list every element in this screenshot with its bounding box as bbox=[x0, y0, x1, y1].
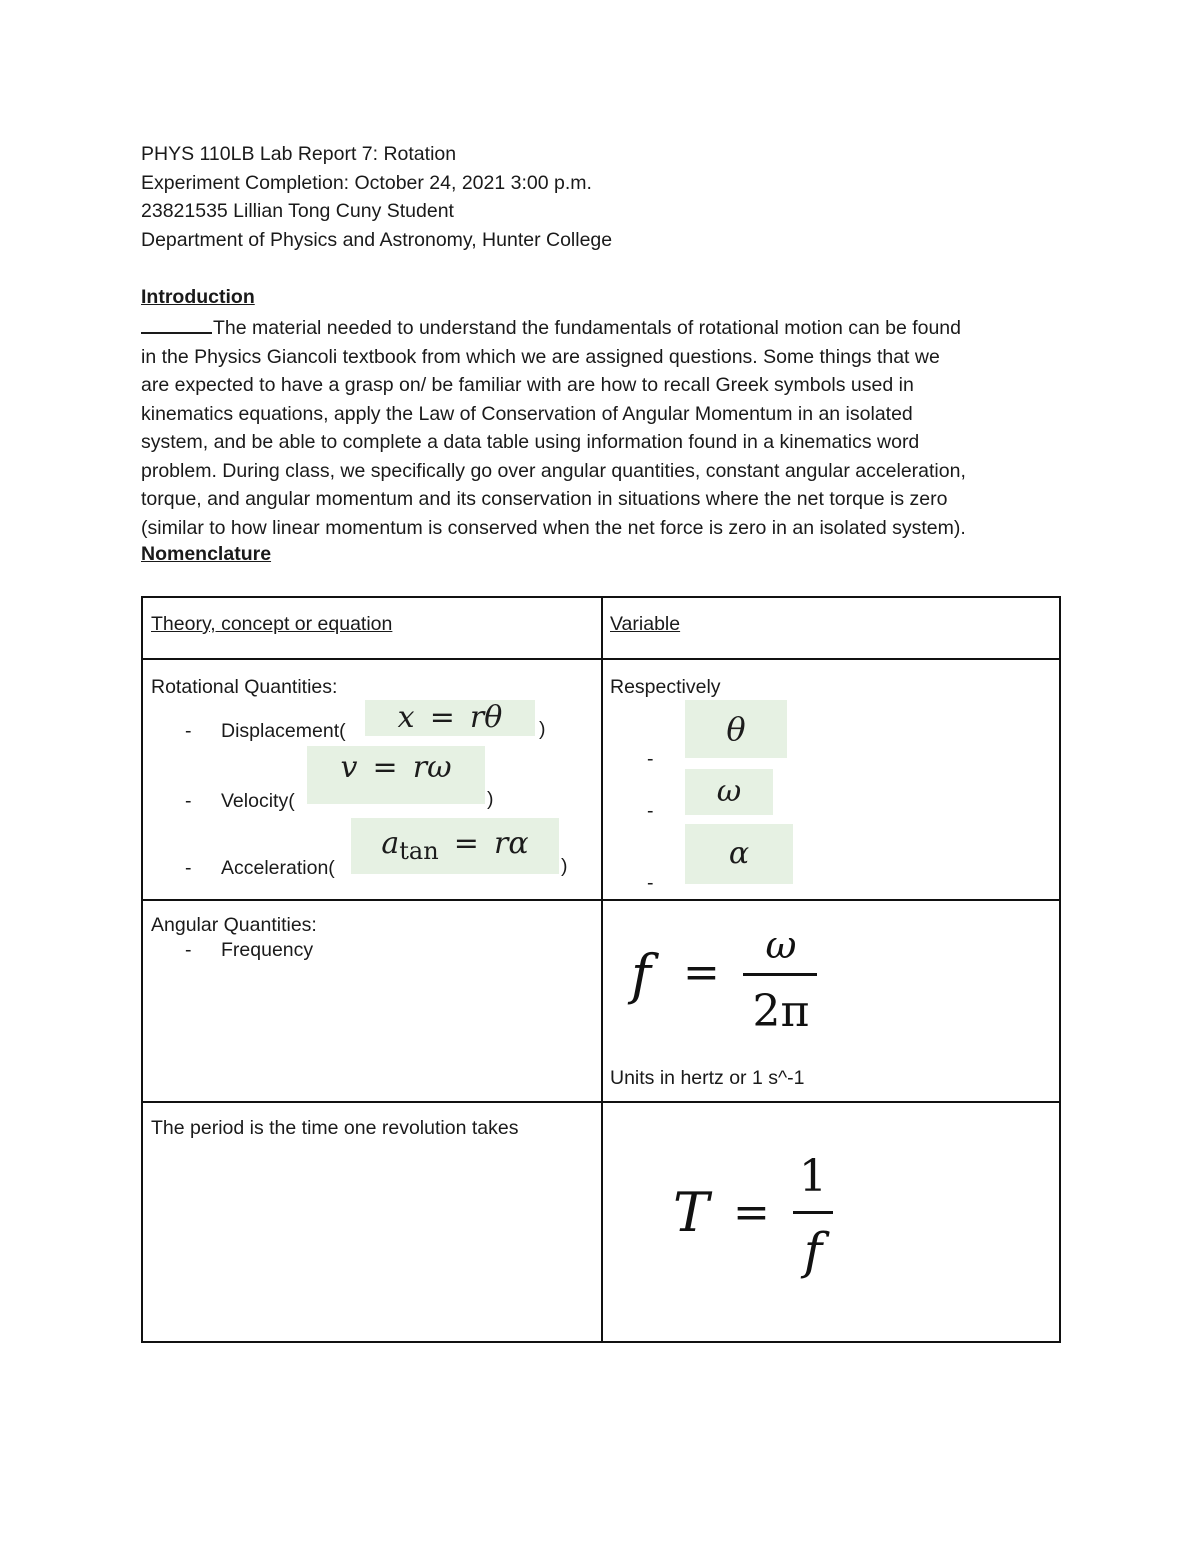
theta-symbol-box bbox=[685, 700, 787, 758]
table-header-row bbox=[142, 597, 1060, 659]
displacement-label: Displacement( bbox=[221, 720, 346, 742]
intro-line: are expected to have a grasp on/ be familiar with are how to recall Greek symbols used in bbox=[141, 374, 914, 396]
dash-bullet: - bbox=[185, 857, 192, 879]
fraction-bar bbox=[743, 973, 817, 976]
formula-part: rθ bbox=[469, 700, 503, 735]
dash-bullet: - bbox=[185, 720, 192, 742]
respectively-label: Respectively bbox=[610, 676, 721, 698]
velocity-formula bbox=[307, 746, 485, 804]
frequency-denominator: 2π bbox=[752, 986, 810, 1037]
dash-bullet: - bbox=[185, 790, 192, 812]
intro-line: in the Physics Giancoli textbook from which we are assigned questions. Some things that we bbox=[141, 345, 940, 368]
period-lhs: T bbox=[673, 1181, 710, 1244]
frequency-numerator: ω bbox=[765, 923, 797, 967]
alpha-symbol-box bbox=[685, 824, 793, 884]
velocity-label: Velocity( bbox=[221, 790, 295, 812]
frequency-equals: = bbox=[683, 947, 720, 998]
table-row bbox=[142, 900, 1060, 1102]
doc-title: PHYS 110LB Lab Report 7: Rotation bbox=[141, 143, 457, 165]
list-item bbox=[185, 938, 313, 962]
table-cell bbox=[142, 1102, 602, 1342]
col-header-variable: Variable bbox=[610, 613, 681, 635]
dash-bullet: - bbox=[647, 872, 654, 894]
frequency-units: Units in hertz or 1 s^-1 bbox=[610, 1067, 805, 1089]
intro-line: problem. During class, we specifically go over angular quantities, constant angular acceleration, bbox=[141, 459, 966, 482]
alpha-symbol: α bbox=[728, 836, 750, 871]
omega-symbol-box bbox=[685, 769, 773, 815]
experiment-date: Experiment Completion: October 24, 2021 3:00 p.m. bbox=[141, 172, 592, 194]
nomenclature-heading: Nomenclature bbox=[141, 543, 272, 565]
formula-part: = bbox=[429, 700, 455, 735]
theta-symbol: θ bbox=[726, 710, 746, 748]
table-cell bbox=[602, 1102, 1060, 1342]
student-info: 23821535 Lillian Tong Cuny Student bbox=[141, 200, 454, 222]
table-row bbox=[142, 1102, 1060, 1342]
formula-part: = bbox=[453, 826, 479, 861]
omega-symbol: ω bbox=[716, 774, 742, 809]
period-equals: = bbox=[733, 1187, 770, 1238]
close-paren: ) bbox=[561, 855, 568, 877]
col-header-theory: Theory, concept or equation bbox=[151, 613, 393, 635]
intro-line: kinematics equations, apply the Law of Conservation of Angular Momentum in an isolated bbox=[141, 402, 913, 425]
acceleration-label: Acceleration( bbox=[221, 857, 335, 879]
table-header-cell bbox=[602, 597, 1060, 659]
formula-part: = bbox=[372, 750, 398, 785]
introduction-heading: Introduction bbox=[141, 286, 255, 308]
intro-line: torque, and angular momentum and its conservation in situations where the net torque is zero bbox=[141, 488, 948, 510]
introduction-paragraph bbox=[141, 312, 1071, 542]
dash-bullet: - bbox=[185, 939, 192, 961]
table-cell bbox=[142, 659, 602, 900]
list-item bbox=[185, 855, 335, 881]
table-row bbox=[142, 659, 1060, 900]
angular-quantities-title: Angular Quantities: bbox=[151, 914, 317, 936]
dash-bullet: - bbox=[647, 748, 654, 770]
formula-part: v bbox=[340, 750, 358, 785]
formula-subscript: tan bbox=[399, 837, 439, 865]
formula-part: x bbox=[397, 700, 415, 735]
table-cell bbox=[142, 900, 602, 1102]
dash-bullet: - bbox=[647, 800, 654, 822]
nomenclature-table bbox=[141, 596, 1061, 1343]
fraction-bar bbox=[793, 1211, 833, 1214]
acceleration-formula bbox=[351, 818, 559, 874]
period-description: The period is the time one revolution takes bbox=[151, 1117, 519, 1139]
intro-line: (similar to how linear momentum is conserved when the net force is zero in an isolated system). bbox=[141, 516, 966, 539]
intro-line: system, and be able to complete a data table using information found in a kinematics word bbox=[141, 431, 920, 453]
rotational-quantities-title: Rotational Quantities: bbox=[151, 676, 338, 698]
formula-part: a bbox=[381, 826, 400, 861]
table-header-cell bbox=[142, 597, 602, 659]
table-cell bbox=[602, 659, 1060, 900]
list-item bbox=[185, 788, 295, 814]
period-numerator: 1 bbox=[799, 1151, 827, 1202]
intro-line: The material needed to understand the fundamentals of rotational motion can be found bbox=[213, 317, 961, 339]
formula-part: rω bbox=[412, 750, 452, 785]
formula-part: rα bbox=[494, 826, 529, 861]
department: Department of Physics and Astronomy, Hunter College bbox=[141, 229, 613, 251]
close-paren: ) bbox=[539, 718, 546, 740]
period-denominator: f bbox=[803, 1222, 823, 1280]
close-paren: ) bbox=[487, 788, 494, 810]
indent-underline bbox=[141, 312, 212, 334]
displacement-formula bbox=[365, 700, 535, 736]
list-item bbox=[185, 718, 346, 744]
table-cell bbox=[602, 900, 1060, 1102]
frequency-lhs: f bbox=[631, 943, 651, 1006]
frequency-label: Frequency bbox=[221, 939, 314, 961]
